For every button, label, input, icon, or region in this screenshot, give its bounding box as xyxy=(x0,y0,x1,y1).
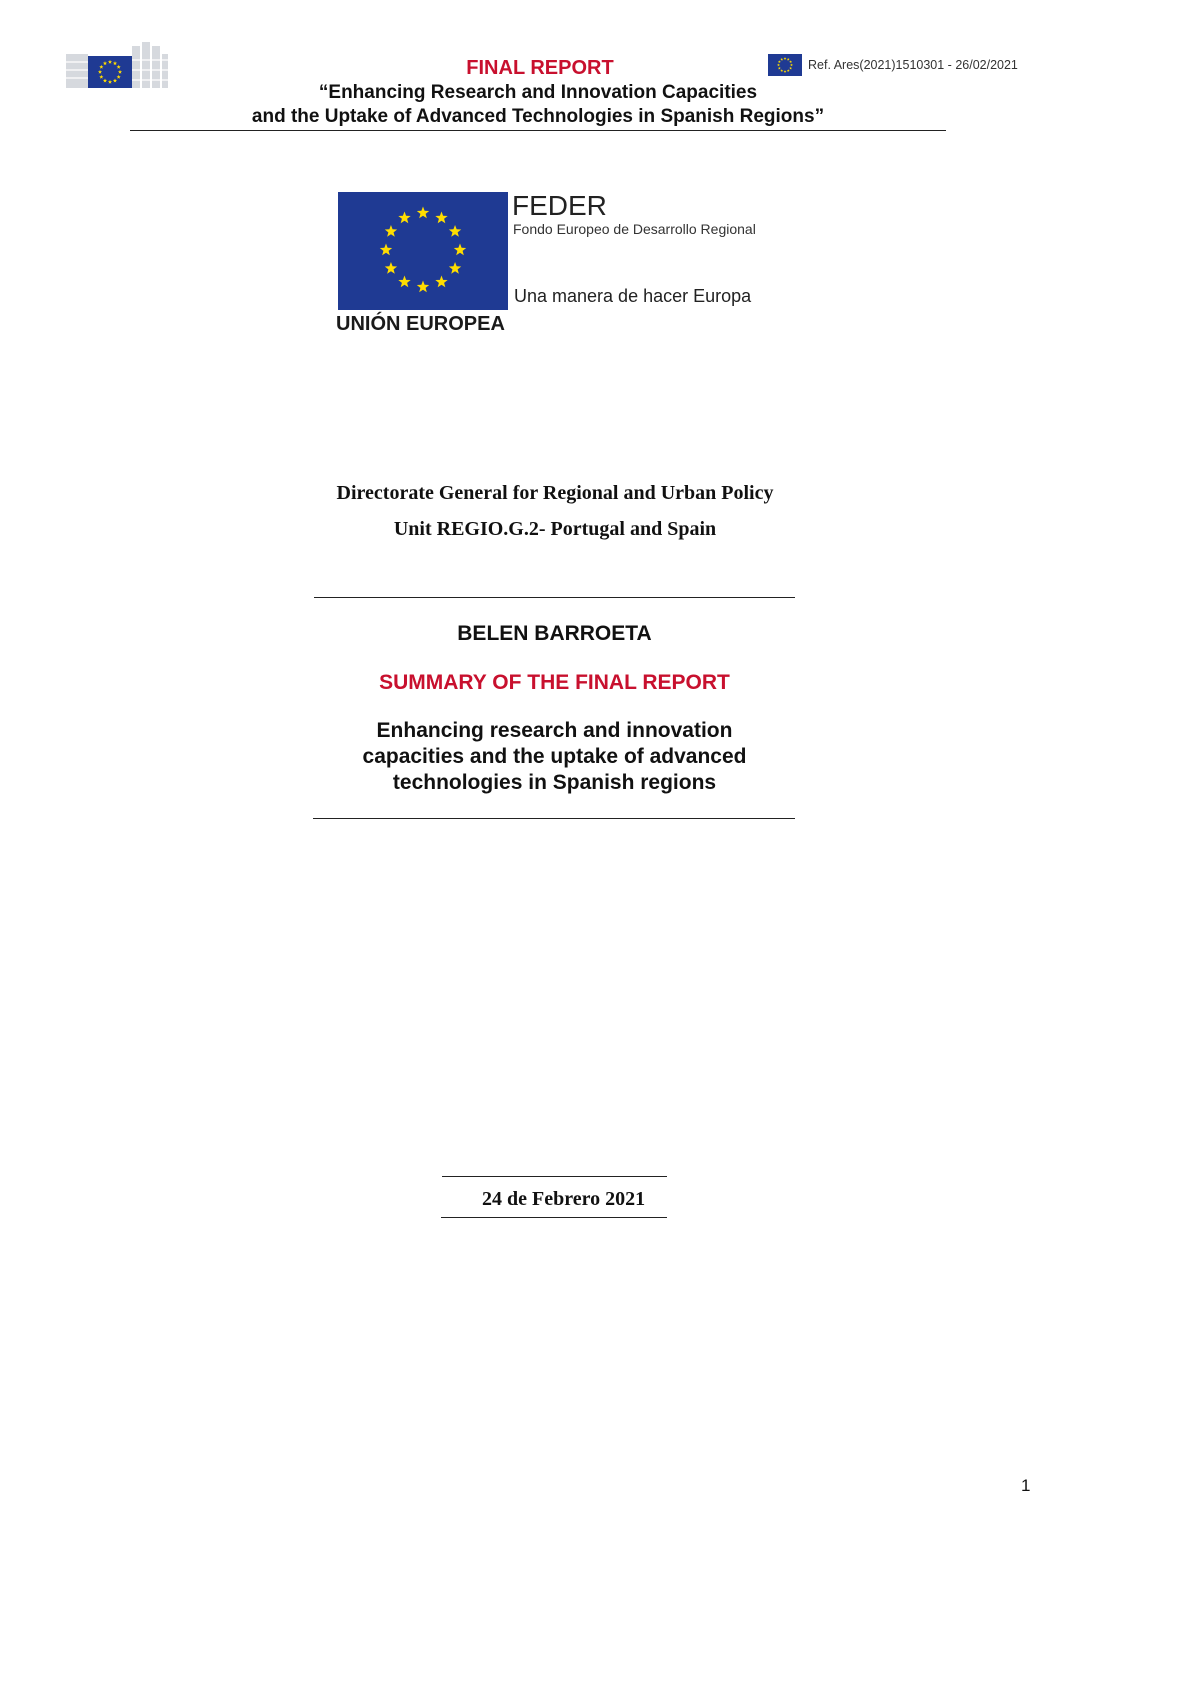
summary-heading: SUMMARY OF THE FINAL REPORT xyxy=(379,671,730,694)
summary-subtitle-line-2: capacities and the uptake of advanced xyxy=(362,745,747,768)
report-type-label: FINAL REPORT xyxy=(466,57,614,79)
summary-subtitle-line-1: Enhancing research and innovation xyxy=(376,719,733,742)
feder-acronym: FEDER xyxy=(512,190,607,221)
page-number: 1 xyxy=(1021,1476,1031,1495)
report-title-line-1: “Enhancing Research and Innovation Capacities xyxy=(318,82,758,103)
unit-name: Unit REGIO.G.2- Portugal and Spain xyxy=(393,518,717,540)
directorate-name: Directorate General for Regional and Urban Policy xyxy=(336,482,774,504)
date-bottom-rule xyxy=(441,1217,667,1218)
summary-top-rule xyxy=(314,597,795,598)
author-name: BELEN BARROETA xyxy=(457,622,652,645)
feder-full-name: Fondo Europeo de Desarrollo Regional xyxy=(513,221,756,237)
report-date: 24 de Febrero 2021 xyxy=(482,1188,646,1210)
eu-flag-icon xyxy=(768,54,802,76)
union-europea-label: UNIÓN EUROPEA xyxy=(336,313,505,335)
summary-subtitle-line-3: technologies in Spanish regions xyxy=(392,771,717,794)
report-title-line-2: and the Uptake of Advanced Technologies in Spanish Regions” xyxy=(251,106,825,127)
date-top-rule xyxy=(442,1176,667,1177)
document-reference: Ref. Ares(2021)1510301 - 26/02/2021 xyxy=(808,58,1018,72)
feder-logo xyxy=(336,190,786,340)
summary-bottom-rule xyxy=(313,818,795,819)
header-divider xyxy=(130,130,946,131)
feder-slogan: Una manera de hacer Europa xyxy=(514,286,752,306)
